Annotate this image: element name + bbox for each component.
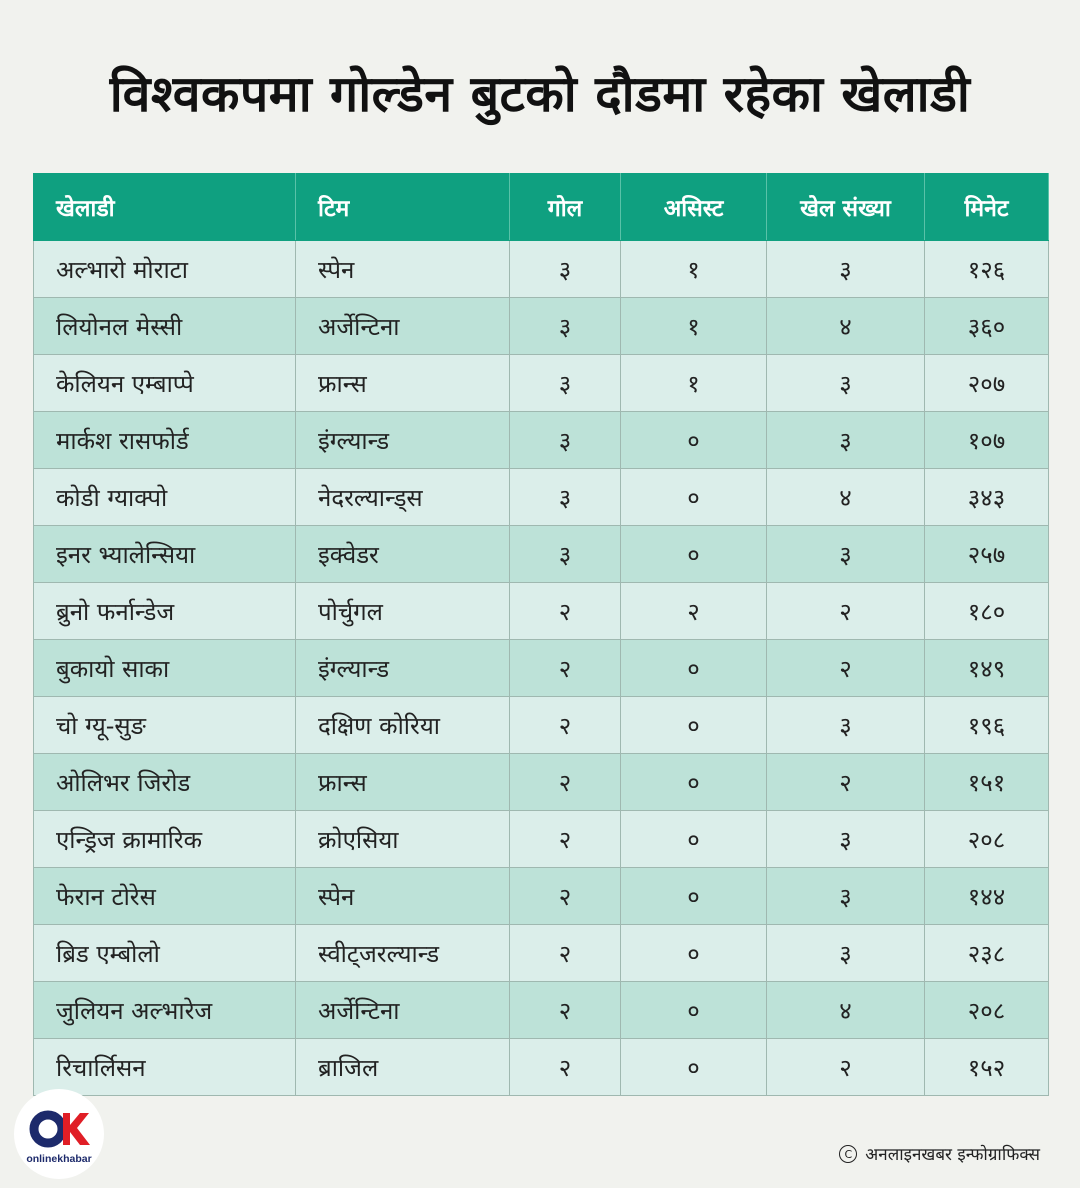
cell-assists: ० <box>621 982 767 1039</box>
page-title: विश्वकपमा गोल्डेन बुटको दौडमा रहेका खेलाडी <box>109 65 971 123</box>
cell-team: फ्रान्स <box>296 754 510 811</box>
cell-team: क्रोएसिया <box>296 811 510 868</box>
cell-team: अर्जेन्टिना <box>296 298 510 355</box>
cell-player: ब्रुनो फर्नान्डेज <box>34 583 296 640</box>
table-row <box>34 1039 1049 1096</box>
table-row <box>34 982 1049 1039</box>
cell-goals: ३ <box>510 412 621 469</box>
cell-minutes: १५२ <box>925 1039 1049 1096</box>
cell-player: केलियन एम्बाप्पे <box>34 355 296 412</box>
cell-player: जुलियन अल्भारेज <box>34 982 296 1039</box>
cell-team: इंग्ल्यान्ड <box>296 640 510 697</box>
cell-matches: ३ <box>767 811 925 868</box>
logo-text: onlinekhabar <box>26 1153 92 1165</box>
table-row <box>34 412 1049 469</box>
table-row <box>34 298 1049 355</box>
cell-goals: ३ <box>510 526 621 583</box>
cell-team: स्वीट्जरल्यान्ड <box>296 925 510 982</box>
header-goals: गोल <box>510 174 621 241</box>
cell-assists: २ <box>621 583 767 640</box>
cell-assists: १ <box>621 355 767 412</box>
cell-goals: २ <box>510 697 621 754</box>
cell-player: लियोनल मेस्सी <box>34 298 296 355</box>
cell-assists: १ <box>621 298 767 355</box>
cell-minutes: ३६० <box>925 298 1049 355</box>
cell-minutes: १८० <box>925 583 1049 640</box>
header-player: खेलाडी <box>34 174 296 241</box>
onlinekhabar-logo-icon <box>14 1089 104 1179</box>
cell-team: पोर्चुगल <box>296 583 510 640</box>
cell-goals: ३ <box>510 355 621 412</box>
cell-minutes: १५१ <box>925 754 1049 811</box>
cell-team: स्पेन <box>296 868 510 925</box>
cell-matches: ३ <box>767 241 925 298</box>
cell-player: कोडी ग्याक्पो <box>34 469 296 526</box>
cell-assists: ० <box>621 697 767 754</box>
cell-assists: ० <box>621 868 767 925</box>
cell-player: मार्कश रासफोर्ड <box>34 412 296 469</box>
cell-assists: ० <box>621 754 767 811</box>
cell-minutes: १९६ <box>925 697 1049 754</box>
cell-matches: ४ <box>767 982 925 1039</box>
cell-minutes: २०७ <box>925 355 1049 412</box>
cell-goals: ३ <box>510 469 621 526</box>
header-matches: खेल संख्या <box>767 174 925 241</box>
cell-minutes: १०७ <box>925 412 1049 469</box>
cell-goals: २ <box>510 868 621 925</box>
cell-player: चो ग्यू-सुङ <box>34 697 296 754</box>
footer-text: अनलाइनखबर इन्फोग्राफिक्स <box>865 1145 1040 1165</box>
cell-team: नेदरल्यान्ड्स <box>296 469 510 526</box>
copyright-icon: C <box>839 1145 857 1163</box>
table-row <box>34 526 1049 583</box>
cell-minutes: २५७ <box>925 526 1049 583</box>
table-body <box>34 241 1049 1096</box>
cell-goals: २ <box>510 925 621 982</box>
cell-assists: ० <box>621 640 767 697</box>
cell-assists: ० <box>621 811 767 868</box>
cell-team: इक्वेडर <box>296 526 510 583</box>
cell-matches: २ <box>767 1039 925 1096</box>
cell-matches: ३ <box>767 697 925 754</box>
cell-assists: १ <box>621 241 767 298</box>
cell-goals: २ <box>510 811 621 868</box>
cell-player: इनर भ्यालेन्सिया <box>34 526 296 583</box>
cell-assists: ० <box>621 526 767 583</box>
table-row <box>34 241 1049 298</box>
cell-matches: ३ <box>767 868 925 925</box>
cell-matches: ४ <box>767 469 925 526</box>
header-minutes: मिनेट <box>925 174 1049 241</box>
header-assists: असिस्ट <box>621 174 767 241</box>
cell-team: अर्जेन्टिना <box>296 982 510 1039</box>
cell-minutes: १४४ <box>925 868 1049 925</box>
cell-matches: २ <box>767 640 925 697</box>
cell-assists: ० <box>621 1039 767 1096</box>
table-row <box>34 640 1049 697</box>
onlinekhabar-logo <box>14 1089 104 1179</box>
cell-team: फ्रान्स <box>296 355 510 412</box>
cell-matches: ३ <box>767 925 925 982</box>
cell-assists: ० <box>621 925 767 982</box>
cell-player: ओलिभर जिरोड <box>34 754 296 811</box>
table-row <box>34 868 1049 925</box>
table-row <box>34 925 1049 982</box>
cell-matches: २ <box>767 754 925 811</box>
header-team: टिम <box>296 174 510 241</box>
cell-goals: २ <box>510 583 621 640</box>
cell-minutes: २०८ <box>925 811 1049 868</box>
cell-team: स्पेन <box>296 241 510 298</box>
cell-goals: ३ <box>510 298 621 355</box>
cell-player: ब्रिड एम्बोलो <box>34 925 296 982</box>
table-header-row <box>34 174 1049 241</box>
cell-player: रिचार्लिसन <box>34 1039 296 1096</box>
cell-assists: ० <box>621 412 767 469</box>
cell-goals: २ <box>510 640 621 697</box>
cell-goals: २ <box>510 982 621 1039</box>
table-row <box>34 583 1049 640</box>
table-row <box>34 811 1049 868</box>
cell-goals: २ <box>510 754 621 811</box>
cell-team: दक्षिण कोरिया <box>296 697 510 754</box>
cell-team: इंग्ल्यान्ड <box>296 412 510 469</box>
cell-team: ब्राजिल <box>296 1039 510 1096</box>
cell-matches: ४ <box>767 298 925 355</box>
cell-minutes: १४९ <box>925 640 1049 697</box>
cell-goals: २ <box>510 1039 621 1096</box>
cell-matches: ३ <box>767 355 925 412</box>
table-row <box>34 697 1049 754</box>
cell-goals: ३ <box>510 241 621 298</box>
cell-matches: ३ <box>767 526 925 583</box>
table-row <box>34 754 1049 811</box>
cell-assists: ० <box>621 469 767 526</box>
cell-minutes: २०८ <box>925 982 1049 1039</box>
cell-player: अल्भारो मोराटा <box>34 241 296 298</box>
footer-credit <box>839 1142 1040 1165</box>
cell-matches: ३ <box>767 412 925 469</box>
cell-player: फेरान टोरेस <box>34 868 296 925</box>
golden-boot-table <box>33 173 1049 1096</box>
table-row <box>34 469 1049 526</box>
cell-minutes: ३४३ <box>925 469 1049 526</box>
cell-minutes: १२६ <box>925 241 1049 298</box>
cell-minutes: २३८ <box>925 925 1049 982</box>
cell-matches: २ <box>767 583 925 640</box>
cell-player: एन्ड्रिज क्रामारिक <box>34 811 296 868</box>
table-row <box>34 355 1049 412</box>
cell-player: बुकायो साका <box>34 640 296 697</box>
